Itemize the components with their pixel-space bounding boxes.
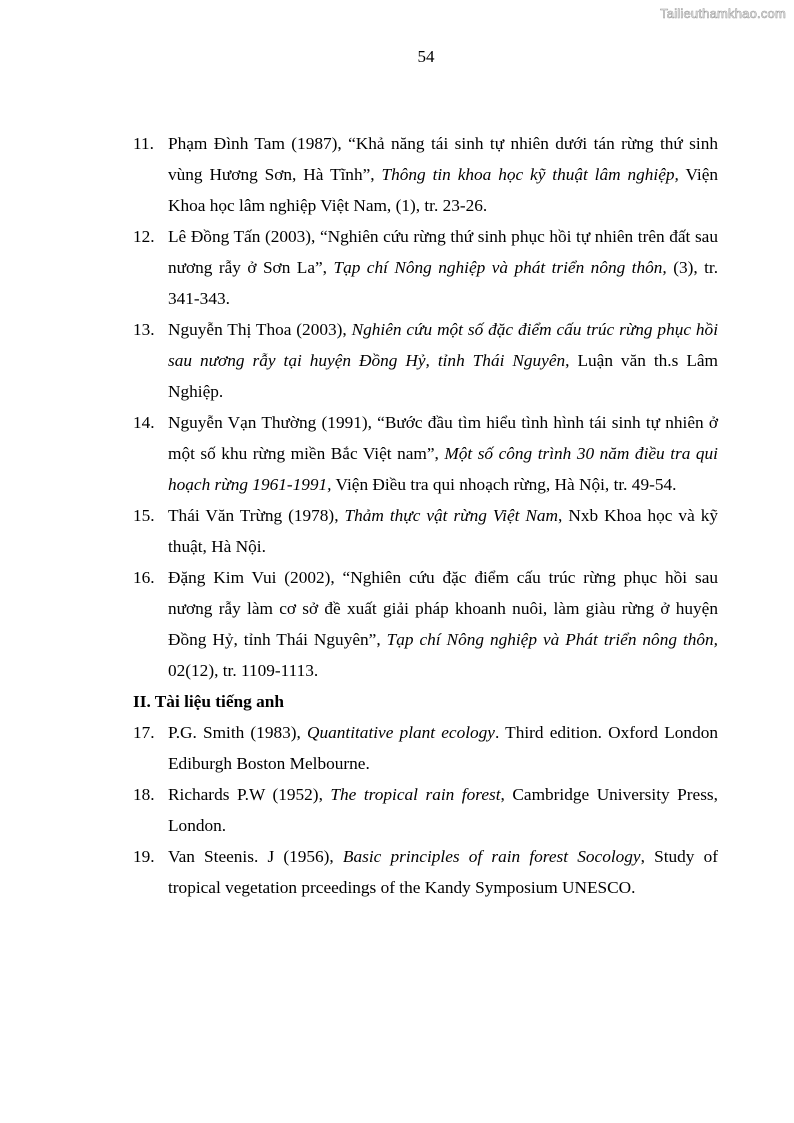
- reference-item: [133, 314, 718, 407]
- reference-item: [133, 717, 718, 779]
- reference-item: [133, 221, 718, 314]
- reference-number: 11.: [133, 134, 154, 153]
- reference-text: Phạm Đình Tam (1987), “Khả năng tái sinh tự nhiên dưới tán rừng thứ sinh vùng Hương Sơn, Hà Tĩnh”,: [168, 134, 718, 184]
- reference-item: [133, 500, 718, 562]
- reference-number: 16.: [133, 568, 155, 587]
- reference-details: Viện Điều tra qui nhoạch rừng, Hà Nội, tr. 49-54.: [335, 475, 677, 494]
- section-heading: II. Tài liệu tiếng anh: [133, 692, 284, 711]
- reference-list: [133, 128, 718, 903]
- reference-text: Thái Văn Trừng (1978),: [168, 506, 339, 525]
- reference-title: Basic principles of rain forest Socology: [342, 847, 641, 866]
- reference-number: 14.: [133, 413, 155, 432]
- reference-item: [133, 562, 718, 686]
- reference-text: Richards P.W (1952),: [168, 785, 323, 804]
- reference-title: Nghiên cứu một số đặc điểm cấu trúc rừng phục hồi sau nương rẫy tại huyện Đồng Hỷ, tỉnh Thái Nguyên: [168, 320, 718, 370]
- reference-item: [133, 407, 718, 500]
- reference-text: Nguyễn Vạn Thường (1991), “Bước đầu tìm hiểu tình hình tái sinh tự nhiên ở một số khu rừng miền Bắc Việt nam”,: [168, 413, 718, 463]
- reference-number: 12.: [133, 227, 155, 246]
- reference-title: Thảm thực vật rừng Việt Nam: [344, 506, 559, 525]
- reference-details: , Nxb Khoa học và kỹ thuật, Hà Nội.: [168, 506, 718, 556]
- reference-details: (3), tr. 341-343.: [168, 258, 719, 308]
- reference-details: , Study of tropical vegetation prceedings of the Kandy Symposium UNESCO.: [168, 847, 718, 897]
- reference-item: [133, 779, 718, 841]
- reference-details: , Luận văn th.s Lâm Nghiệp.: [168, 351, 718, 401]
- reference-text: Van Steenis. J (1956),: [168, 847, 334, 866]
- reference-title: Thông tin khoa học kỹ thuật lâm nghiệp,: [381, 165, 679, 184]
- reference-text: P.G. Smith (1983),: [168, 723, 301, 742]
- page-number: 54: [417, 47, 435, 66]
- watermark-text: Tailieuthamkhao.com: [660, 6, 786, 21]
- reference-title: Tạp chí Nông nghiệp và phát triển nông thôn,: [333, 258, 667, 277]
- reference-title: Một số công trình 30 năm điều tra qui hoạch rừng 1961-1991,: [168, 444, 718, 494]
- reference-number: 19.: [133, 847, 155, 866]
- reference-text: Đặng Kim Vui (2002), “Nghiên cứu đặc điểm cấu trúc rừng phục hồi sau nương rẫy làm cơ sở đề xuất giải pháp khoanh nuôi, làm giàu rừng ở huyện Đồng Hỷ, tỉnh Thái Nguyên”,: [168, 568, 718, 649]
- reference-details: Viện Khoa học lâm nghiệp Việt Nam, (1), tr. 23-26.: [168, 165, 719, 215]
- reference-title: Tạp chí Nông nghiệp và Phát triển nông thôn,: [386, 630, 718, 649]
- reference-details: , Cambridge University Press, London.: [168, 785, 718, 835]
- reference-title: Quantitative plant ecology: [307, 723, 495, 742]
- reference-item: [133, 841, 718, 903]
- reference-details: 02(12), tr. 1109-1113.: [168, 661, 319, 680]
- reference-text: Nguyễn Thị Thoa (2003),: [168, 320, 347, 339]
- reference-number: 15.: [133, 506, 155, 525]
- reference-details: . Third edition. Oxford London Ediburgh Boston Melbourne.: [168, 723, 718, 773]
- reference-item: [133, 128, 718, 221]
- reference-title: The tropical rain forest: [330, 785, 501, 804]
- reference-text: Lê Đồng Tấn (2003), “Nghiên cứu rừng thứ sinh phục hồi tự nhiên trên đất sau nương rẫy ở Sơn La”,: [168, 227, 718, 277]
- reference-number: 17.: [133, 723, 155, 742]
- reference-number: 18.: [133, 785, 155, 804]
- reference-number: 13.: [133, 320, 155, 339]
